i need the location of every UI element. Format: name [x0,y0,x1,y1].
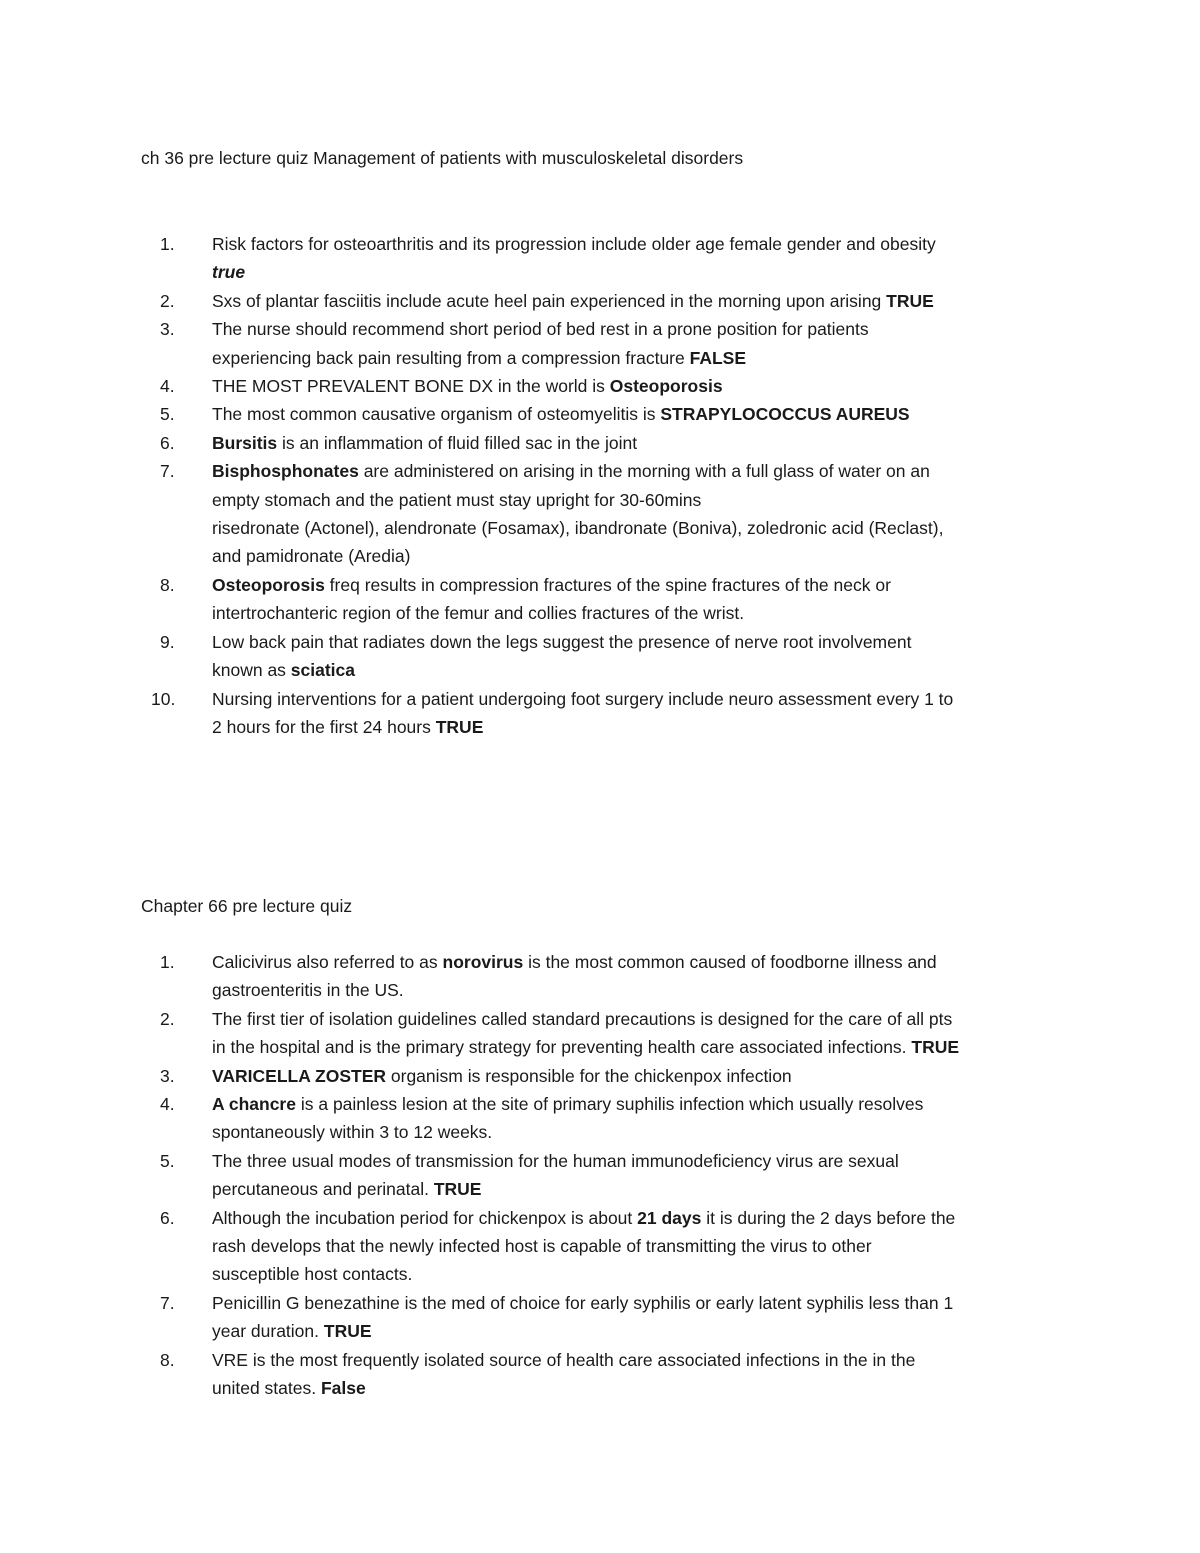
question-number: 5. [160,404,175,425]
emphasis-text: STRAPYLOCOCCUS AUREUS [660,404,910,425]
question-text: Risk factors for osteoarthritis and its progression include older age female gender and obesity [212,234,936,254]
question-item [141,287,1071,315]
question-item [141,400,1071,428]
question-number: 4. [160,376,175,397]
question-number: 7. [160,461,175,482]
emphasis-text: A chancre [212,1094,296,1115]
emphasis-text: Osteoporosis [609,376,723,397]
question-text: Penicillin G benezathine is the med of choice for early syphilis or early latent syphilis less than 1 year duration. [212,1292,954,1342]
emphasis-text: Osteoporosis [212,574,325,595]
quiz-section-ch36 [141,144,1071,741]
question-item [141,685,1071,742]
question-number: 2. [160,1008,175,1029]
quiz-section-ch66 [141,892,1071,1403]
question-text: The three usual modes of transmission for the human immunodeficiency virus are sexual percutaneous and perinatal. [212,1150,899,1200]
emphasis-text: False [320,1378,366,1399]
emphasis-text: TRUE [886,290,934,311]
question-text: Sxs of plantar fasciitis include acute heel pain experienced in the morning upon arising [212,290,887,311]
emphasis-text: norovirus [442,952,524,972]
question-item [141,315,1071,372]
question-item [141,1062,1071,1090]
question-item [141,372,1071,400]
question-item [141,230,1071,287]
question-number: 9. [160,631,175,652]
question-number: 6. [160,1207,175,1228]
emphasis-text: VARICELLA ZOSTER [212,1065,387,1086]
question-list [141,230,1071,741]
question-text: Although the incubation period for chickenpox is about [212,1207,638,1228]
question-text: organism is responsible for the chickenpox infection [386,1065,792,1086]
emphasis-text: TRUE [435,716,484,737]
question-text: is the most common caused of foodborne illness and gastroenteritis in the US. [212,952,937,1001]
question-item [141,457,1071,571]
emphasis-text: FALSE [689,347,746,368]
question-number: 6. [160,432,175,453]
emphasis-text: TRUE [911,1037,960,1058]
emphasis-text: TRUE [323,1321,372,1342]
question-text: THE MOST PREVALENT BONE DX in the world is [212,376,610,397]
question-number: 8. [160,574,175,595]
emphasis-text: Bisphosphonates [212,461,359,482]
question-number: 2. [160,290,175,311]
question-item [141,1346,1071,1403]
question-text: are administered on arising in the morning with a full glass of water on an empty stomach and the patient must stay upright for 30-60mins risedronate (Actonel), alendronate (Fosamax), ibandronate (Boniva), zoledronic acid (Reclast), and pamidronate (Aredia) [212,461,944,567]
question-text: is an inflammation of fluid filled sac in the joint [277,432,638,453]
question-item [141,571,1071,628]
question-item [141,1147,1071,1204]
question-number: 1. [160,234,175,254]
question-item [141,429,1071,457]
question-number: 1. [160,952,175,972]
question-text: is a painless lesion at the site of primary suphilis infection which usually resolves spontaneously within 3 to 12 weeks. [212,1094,924,1143]
emphasis-text: 21 days [637,1207,702,1228]
question-text: VRE is the most frequently isolated source of health care associated infections in the in the united states. [212,1349,916,1399]
question-text: The nurse should recommend short period of bed rest in a prone position for patients experiencing back pain resulting from a compression fracture [212,319,869,368]
question-number: 8. [160,1349,175,1370]
emphasis-text: sciatica [290,660,356,681]
question-item [141,1005,1071,1062]
question-text: Low back pain that radiates down the legs suggest the presence of nerve root involvement known as [212,631,912,681]
question-item [141,1289,1071,1346]
question-text: Calicivirus also referred to as [212,952,443,972]
question-text: Nursing interventions for a patient undergoing foot surgery include neuro assessment every 1 to 2 hours for the first 24 hours [212,688,954,737]
emphasis-text: Bursitis [212,432,278,453]
question-list [141,948,1071,1403]
question-item [141,1204,1071,1289]
question-item [141,628,1071,685]
question-number: 3. [160,319,175,340]
question-number: 7. [160,1292,175,1313]
question-number: 10. [151,688,176,709]
question-number: 4. [160,1094,175,1115]
question-text: The first tier of isolation guidelines called standard precautions is designed for the care of all pts in the hospital and is the primary strategy for preventing health care associated infections. [212,1008,953,1058]
section-heading: Chapter 66 pre lecture quiz [141,896,353,916]
question-number: 5. [160,1150,175,1171]
question-number: 3. [160,1065,175,1086]
question-text: freq results in compression fractures of the spine fractures of the neck or intertrochanteric region of the femur and collies fractures of the wrist. [212,574,891,624]
question-text: it is during the 2 days before the rash develops that the newly infected host is capable of transmitting the virus to other susceptible host contacts. [212,1207,956,1285]
section-heading: ch 36 pre lecture quiz Management of patients with musculoskeletal disorders [141,148,744,168]
emphasis-text: true [212,262,246,283]
question-item [141,1090,1071,1147]
question-item [141,948,1071,1005]
question-text: The most common causative organism of osteomyelitis is [212,404,661,425]
emphasis-text: TRUE [433,1179,482,1200]
